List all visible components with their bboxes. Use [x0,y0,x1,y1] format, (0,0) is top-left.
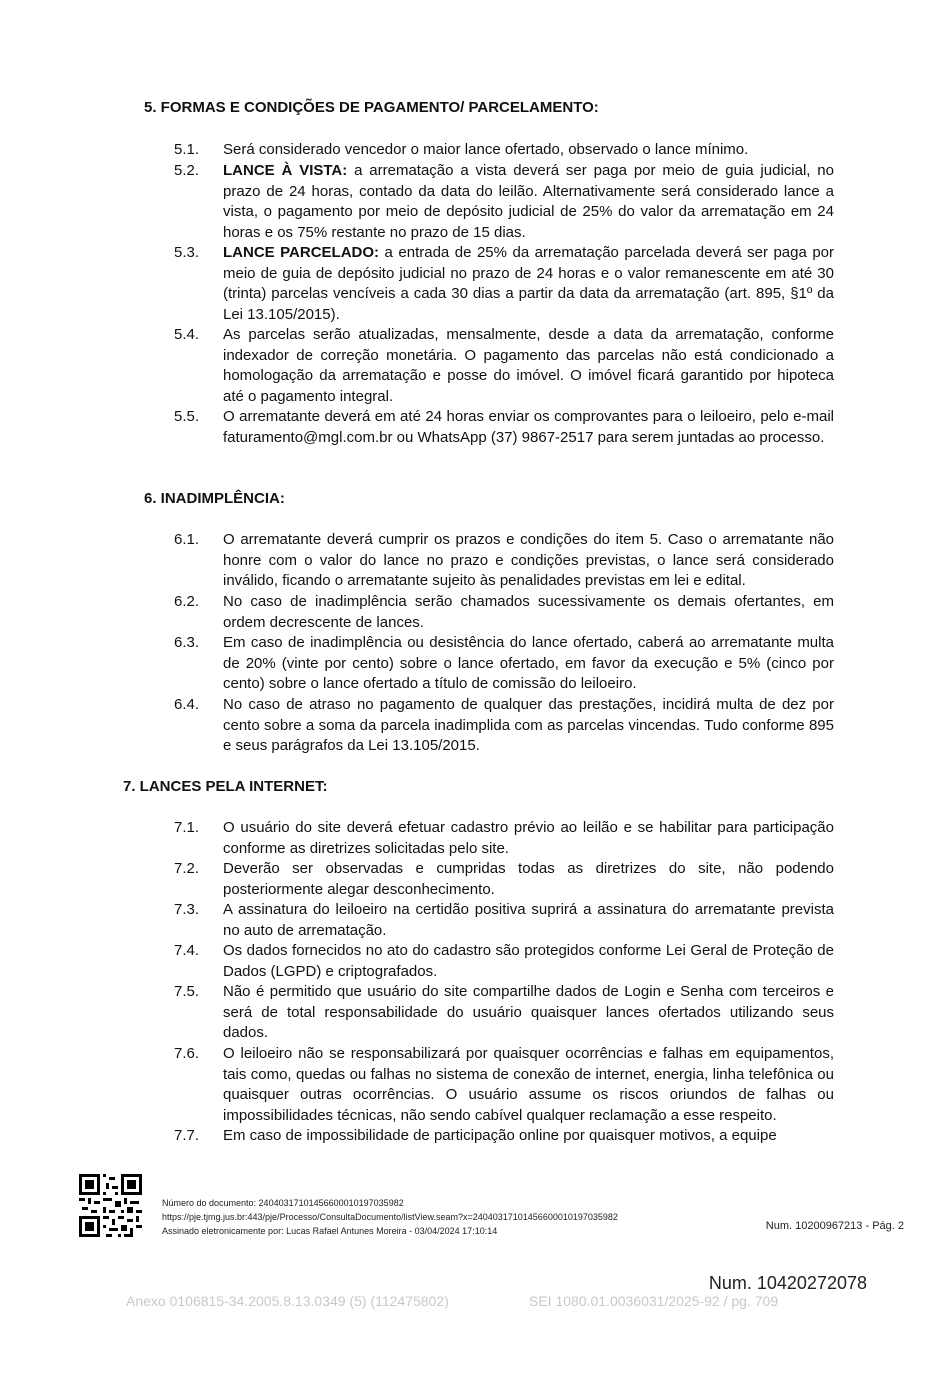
item-text: O usuário do site deverá efetuar cadastro prévio ao leilão e se habilitar para participação conforme as diretrizes solicitadas pelo site. [223,819,834,857]
item-text: Em caso de impossibilidade de participação online por quaisquer motivos, a equipe [223,1127,777,1144]
item-text: No caso de atraso no pagamento de qualquer das prestações, incidirá multa de dez por cento sobre a soma da parcela inadimplida com as parcelas vincendas. Tudo conforme 895 e seus parágrafos da Lei 13.105/2015. [223,696,834,755]
list-item [174,530,834,592]
list-item [174,592,834,633]
item-text: a entrada de 25% da arrematação parcelada deverá ser paga por meio de guia de depósito judicial no prazo de 24 horas e o valor remanescente em até 30 (trinta) parcelas vencíveis a cada 30 dias a partir da data da arrematação (art. 895, §1º da Lei 13.105/2015). [223,244,835,323]
item-text: No caso de inadimplência serão chamados sucessivamente os demais ofertantes, em ordem decrescente de lances. [223,593,834,631]
page-reference: Num. 10200967213 - Pág. 2 [765,1220,904,1232]
section-5-title: 5. FORMAS E CONDIÇÕES DE PAGAMENTO/ PARCELAMENTO: [144,99,599,116]
item-number: 5.1. [174,141,200,158]
item-text: Será considerado vencedor o maior lance ofertado, observado o lance mínimo. [223,141,749,158]
item-bold-label: LANCE À VISTA: [223,162,348,179]
list-item [174,859,834,900]
signature-line: Assinado eletronicamente por: Lucas Rafael Antunes Moreira - 03/04/2024 17:10:14 [162,1226,498,1236]
item-text: O arrematante deverá cumprir os prazos e condições do item 5. Caso o arrematante não honre com o valor do lance no prazo e condições previstas, o lance será considerado inválido, ficando o arrematante sujeito às penalidades previstas em lei e edital. [223,531,834,590]
list-item [174,1126,834,1147]
item-number: 6.4. [174,696,200,713]
item-number: 7.2. [174,860,200,877]
item-text: Não é permitido que usuário do site compartilhe dados de Login e Senha com terceiros e será de total responsabilidade do usuário quaisquer lances ofertados utilizando seus dados. [223,983,834,1042]
item-text: O leiloeiro não se responsabilizará por quaisquer ocorrências e falhas em equipamentos, tais como, quedas ou falhas no sistema de conexão de internet, energia, linha telefônica ou quaisquer outras ocorrências. O usuário assume os riscos oriundos de falhas ou impossibilidades técnicas, não sendo cabível qualquer reclamação a esse respeito. [223,1045,834,1124]
item-number: 7.3. [174,901,200,918]
section-6-title: 6. INADIMPLÊNCIA: [144,490,285,507]
list-item [174,140,834,161]
item-text: Deverão ser observadas e cumpridas todas as diretrizes do site, não podendo posteriormente alegar desconhecimento. [223,860,834,898]
item-number: 7.7. [174,1127,200,1144]
list-item [174,243,834,325]
document-stamp-number: Num. 10420272078 [708,1273,867,1293]
item-bold-label: LANCE PARCELADO: [223,244,380,261]
list-item [174,633,834,695]
document-url: https://pje.tjmg.jus.br:443/pje/Processo/ConsultaDocumento/listView.seam?x=24040317101456600010197035982 [162,1212,618,1222]
list-item [174,407,834,448]
section-7-title: 7. LANCES PELA INTERNET: [123,778,328,795]
item-text: Em caso de inadimplência ou desistência do lance ofertado, caberá ao arrematante multa de 20% (vinte por cento) sobre o lance ofertado, em favor da execução e 5% (cinco por cento) sobre o lance ofertado a título de comissão do leiloeiro. [223,634,834,693]
item-number: 5.2. [174,162,200,179]
item-number: 5.4. [174,326,200,343]
list-item [174,325,834,407]
list-item [174,818,834,859]
item-text: O arrematante deverá em até 24 horas enviar os comprovantes para o leiloeiro, pelo e-mail faturamento@mgl.com.br ou WhatsApp (37) 9867-2517 para serem juntadas ao processo. [223,408,834,446]
list-item [174,982,834,1044]
list-item [174,161,834,243]
list-item [174,695,834,757]
item-number: 5.3. [174,244,200,261]
item-number: 7.1. [174,819,200,836]
item-text: a arrematação a vista deverá ser paga por meio de guia judicial, no prazo de 24 horas, contado da data do leilão. Alternativamente será considerado lance a vista, o pagamento por meio de depósito judicial de 25% do valor da arrematação em 24 horas e os 75% restante no prazo de 15 dias. [223,162,834,241]
sei-reference: SEI 1080.01.0036031/2025-92 / pg. 709 [529,1293,779,1309]
list-item [174,941,834,982]
item-text: As parcelas serão atualizadas, mensalmente, desde a data da arrematação, conforme indexador de correção monetária. O pagamento das parcelas não está condicionado a homologação da arrematação e posse do imóvel. O imóvel ficará garantido por hipoteca até o pagamento integral. [223,326,834,405]
item-text: Os dados fornecidos no ato do cadastro são protegidos conforme Lei Geral de Proteção de Dados (LGPD) e criptografados. [223,942,834,980]
qr-code-icon [79,1174,142,1237]
item-number: 5.5. [174,408,200,425]
document-number: Número do documento: 24040317101456600010197035982 [162,1198,404,1208]
item-number: 6.2. [174,593,200,610]
item-number: 7.5. [174,983,200,1000]
item-number: 7.4. [174,942,200,959]
item-text: A assinatura do leiloeiro na certidão positiva suprirá a assinatura do arrematante prevista no auto de arrematação. [223,901,834,939]
annex-reference: Anexo 0106815-34.2005.8.13.0349 (5) (112475802) [126,1293,449,1309]
item-number: 6.1. [174,531,200,548]
list-item [174,1044,834,1126]
item-number: 7.6. [174,1045,200,1062]
item-number: 6.3. [174,634,200,651]
list-item [174,900,834,941]
